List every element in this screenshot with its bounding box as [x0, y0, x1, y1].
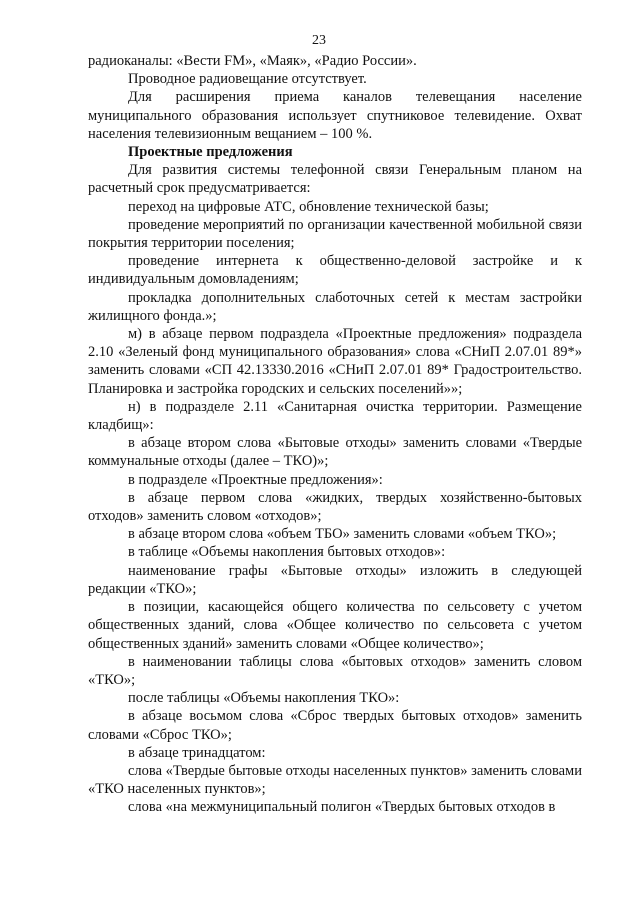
paragraph-subsection-proposals: в подразделе «Проектные предложения»:: [128, 471, 383, 488]
paragraph-table-title: в наименовании таблицы слова «бытовых отходов» заменить словом «ТКО»;: [88, 653, 582, 688]
paragraph-wired-radio: Проводное радиовещание отсутствует.: [128, 71, 367, 88]
list-item-mobile-coverage: проведение мероприятий по организации качественной мобильной связи покрытия территории поселения;: [88, 216, 582, 252]
paragraph-table-volumes: в таблице «Объемы накопления бытовых отходов»:: [128, 544, 446, 561]
paragraph-column-name: наименование графы «Бытовые отходы» изложить в следующей редакции «ТКО»;: [88, 562, 582, 597]
paragraph-second-abzac: в абзаце втором слова «Бытовые отходы» заменить словами «Твердые коммунальные отходы (далее – ТКО)»;: [88, 435, 582, 470]
paragraph-item-m: м) в абзаце первом подраздела «Проектные предложения» подраздела 2.10 «Зеленый фонд муниципального образования» слова «СНиП 2.07.01 89*» заменить словами «СП 42.13330.2016 «СНиП 2.07.01 89* Градостроительство. Планировка и застройка городских и сельских поселений»»;: [88, 326, 582, 397]
paragraph-total-position: в позиции, касающейся общего количества по сельсовету с учетом общественных зданий, слова «Общее количество по сельсовета с учетом общественных зданий» заменить словами «Общее количество»;: [88, 599, 582, 652]
paragraph-phone-development: Для развития системы телефонной связи Генеральным планом на расчетный срок предусматривается:: [88, 162, 582, 197]
paragraph-tbo-volume: в абзаце втором слова «объем ТБО» заменить словами «объем ТКО»;: [128, 526, 557, 543]
list-item-internet: проведение интернета к общественно-деловой застройке и к индивидуальным домовладениям;: [88, 253, 582, 288]
paragraph-radio-channels: радиоканалы: «Вести FM», «Маяк», «Радио России».: [88, 53, 417, 69]
paragraph-thirteenth-abzac: в абзаце тринадцатом:: [128, 744, 266, 761]
paragraph-satellite-tv: Для расширения приема каналов телевещания население муниципального образования использует спутниковое телевидение. Охват населения телевизионным вещанием – 100 %.: [88, 89, 582, 142]
paragraph-eighth-abzac: в абзаце восьмом слова «Сброс твердых бытовых отходов» заменить словами «Сброс ТКО»;: [88, 708, 582, 743]
document-body: [88, 52, 582, 817]
page-number: 23: [312, 33, 326, 48]
paragraph-after-table: после таблицы «Объемы накопления ТКО»:: [128, 690, 400, 707]
list-item-digital-ats: переход на цифровые АТС, обновление технической базы;: [128, 198, 489, 215]
paragraph-item-n: н) в подразделе 2.11 «Санитарная очистка территории. Размещение кладбищ»:: [88, 398, 582, 434]
paragraph-landfill: слова «на межмуниципальный полигон «Твердых бытовых отходов в: [128, 799, 556, 816]
section-heading-proposals: Проектные предложения: [128, 144, 293, 161]
paragraph-settlements-tko: слова «Твердые бытовые отходы населенных пунктов» заменить словами «ТКО населенных пунктов»;: [88, 762, 582, 798]
list-item-low-current-networks: прокладка дополнительных слаботочных сетей к местам застройки жилищного фонда.»;: [88, 289, 582, 324]
paragraph-first-abzac: в абзаце первом слова «жидких, твердых хозяйственно-бытовых отходов» заменить словом «отходов»;: [88, 489, 582, 525]
